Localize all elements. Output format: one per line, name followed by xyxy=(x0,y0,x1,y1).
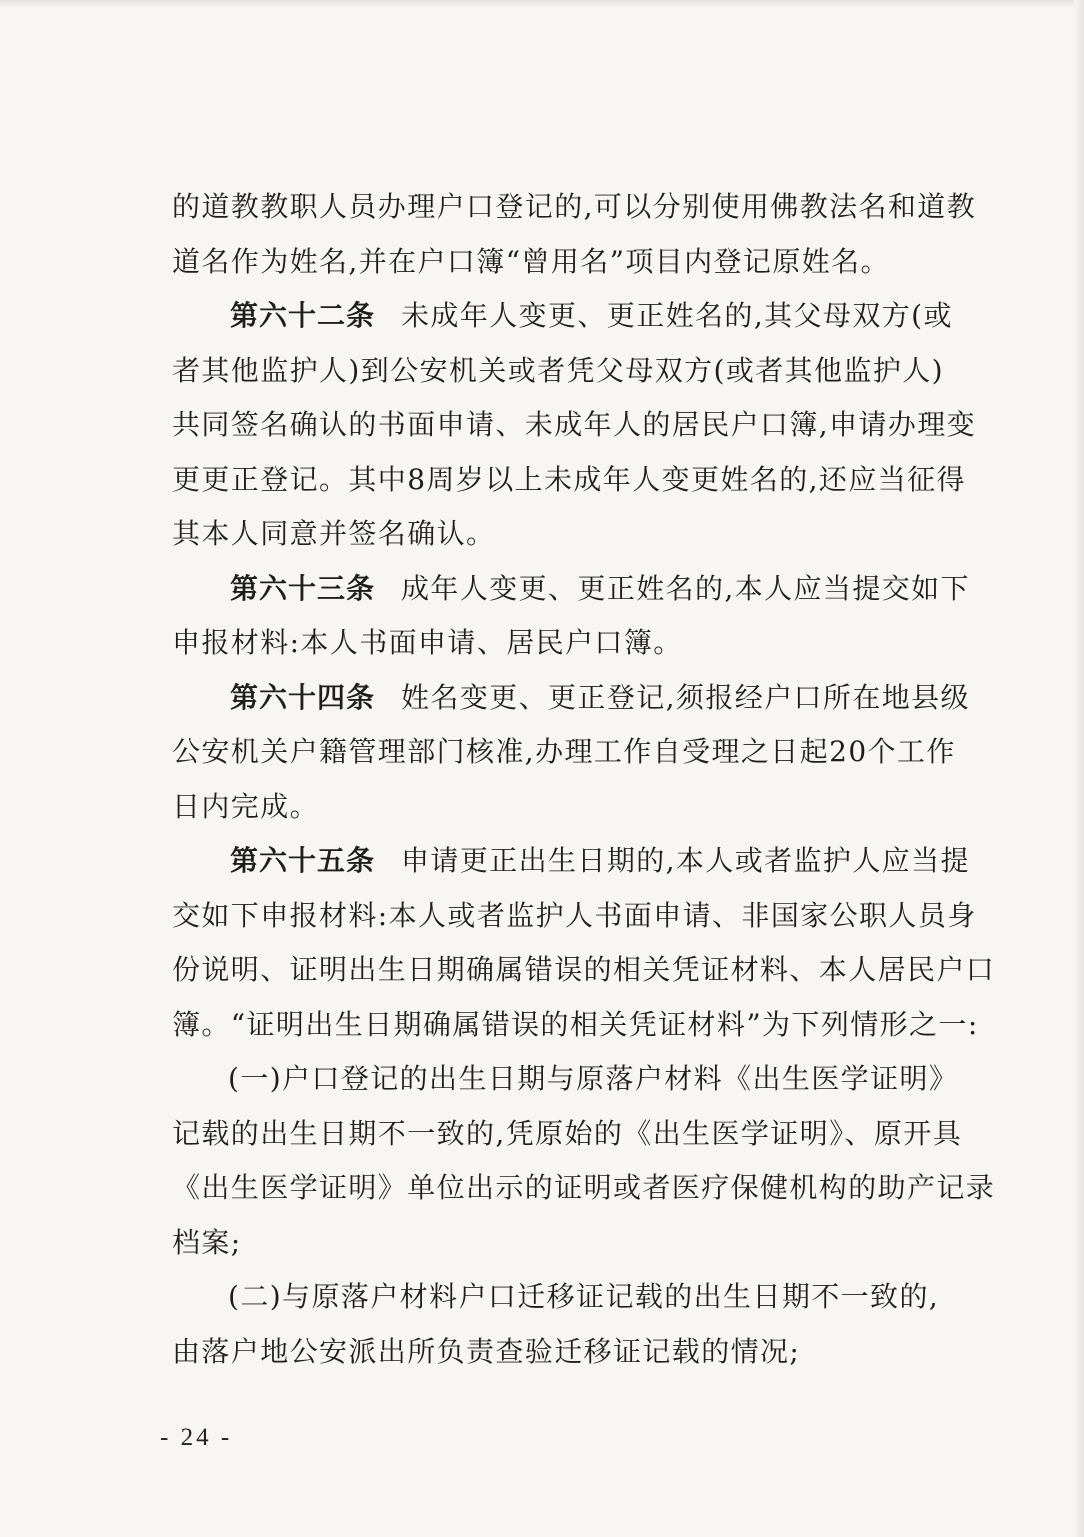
list-item-line: (一)户口登记的出生日期与原落户材料《出生医学证明》 xyxy=(228,1062,959,1095)
text-line: 申报材料:本人书面申请、居民户口簿。 xyxy=(172,626,683,659)
article-64-line xyxy=(172,671,972,726)
text-line: 《出生医学证明》单位出示的证明或者医疗保健机构的助产记录 xyxy=(172,1171,996,1204)
article-65-line xyxy=(172,834,972,889)
text-line: 更更正登记。其中8周岁以上未成年人变更姓名的,还应当征得 xyxy=(172,462,966,496)
article-text: 成年人变更、更正姓名的,本人应当提交如下 xyxy=(401,571,970,605)
text-line: 份说明、证明出生日期确属错误的相关凭证材料、本人居民户口 xyxy=(172,953,996,986)
article-heading: 第六十三条 xyxy=(230,571,376,605)
document-body xyxy=(172,180,996,1379)
page-edge xyxy=(0,0,1084,8)
text-line: 记载的出生日期不一致的,凭原始的《出生医学证明》、原开具 xyxy=(172,1116,963,1150)
text-line: 共同签名确认的书面申请、未成年人的居民户口簿,申请办理变 xyxy=(172,408,977,441)
text-line: 日内完成。 xyxy=(172,789,320,823)
text-line: 簿。“证明出生日期确属错误的相关凭证材料”为下列情形之一: xyxy=(172,1007,979,1041)
text-line: 由落户地公安派出所负责查验迁移证记载的情况; xyxy=(172,1334,801,1368)
article-text: 姓名变更、更正登记,须报经户口所在地县级 xyxy=(401,680,970,714)
list-item-line: (二)与原落户材料户口迁移证记载的出生日期不一致的, xyxy=(228,1280,940,1313)
page-edge xyxy=(1074,0,1084,1537)
text-line: 者其他监护人)到公安机关或者凭父母双方(或者其他监护人) xyxy=(172,353,944,387)
text-line: 交如下申报材料:本人或者监护人书面申请、非国家公职人员身 xyxy=(172,898,977,932)
article-text: 未成年人变更、更正姓名的,其父母双方(或 xyxy=(401,299,953,332)
text-line: 公安机关户籍管理部门核准,办理工作自受理之日起20个工作 xyxy=(172,735,956,768)
text-line: 其本人同意并签名确认。 xyxy=(172,517,496,550)
text-line: 档案; xyxy=(172,1225,242,1259)
article-heading: 第六十五条 xyxy=(230,844,376,877)
article-heading: 第六十四条 xyxy=(230,680,376,714)
page-number: - 24 - xyxy=(160,1424,233,1451)
article-63-line xyxy=(172,562,972,617)
article-text: 申请更正出生日期的,本人或者监护人应当提 xyxy=(401,844,970,877)
text-line: 道名作为姓名,并在户口簿“曾用名”项目内登记原姓名。 xyxy=(172,244,890,278)
text-line: 的道教教职人员办理户口登记的,可以分别使用佛教法名和道教 xyxy=(172,190,977,223)
article-heading: 第六十二条 xyxy=(230,299,376,332)
article-62-line xyxy=(172,289,972,344)
